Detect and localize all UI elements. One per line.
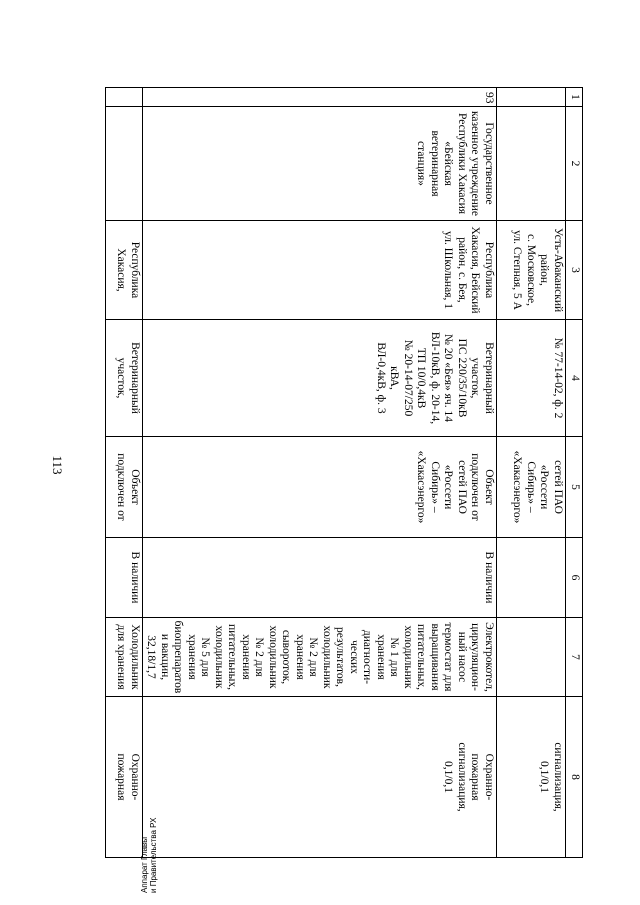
page-number: 113 <box>50 455 65 475</box>
address-cell: Республика Хакасия, Бейский район, с. Бея, ул. Школьная, 1 <box>143 221 497 320</box>
organization-cell: Государственное казенное учреждение Республики Хакасия «Бейская ветеринарная станция» <box>143 107 497 221</box>
availability-cell <box>497 538 566 618</box>
organization-cell <box>497 107 566 221</box>
object-cell: № 77-14-02, ф. 2 <box>497 320 566 437</box>
object-cell: Ветеринарный участок, ПС 220/35/10кВ № 20 «Бея» яч. 14 ВЛ-10кВ, ф. 20-14, ТП 10/0,4кВ № 20-14-07/250 кВА, ВЛ-0,4кВ, ф. 3 <box>143 320 497 437</box>
col-header: 1 <box>566 88 583 107</box>
object-cell: Ветеринарный участок, <box>106 320 143 437</box>
col-header: 4 <box>566 320 583 437</box>
organization-cell <box>106 107 143 221</box>
col-header: 7 <box>566 618 583 697</box>
availability-cell: В наличии <box>106 538 143 618</box>
col-header: 6 <box>566 538 583 618</box>
col-header: 2 <box>566 107 583 221</box>
footer-stamp <box>140 818 158 893</box>
footer-line: и Правительства РХ <box>149 817 158 893</box>
header-row <box>566 88 583 858</box>
row-number <box>106 88 143 107</box>
connection-cell: Объект подключен от сетей ПАО «Россети Сибирь» – «Хакасэнерго» <box>143 437 497 538</box>
col-header: 3 <box>566 221 583 320</box>
rotated-table-wrapper <box>117 87 583 857</box>
address-cell: Республика Хакасия, <box>106 221 143 320</box>
row-number <box>497 88 566 107</box>
table-row <box>497 88 566 858</box>
equipment-cell: Холодильник для хранения <box>106 618 143 697</box>
table-row <box>143 88 497 858</box>
availability-cell: В наличии <box>143 538 497 618</box>
table-row <box>106 88 143 858</box>
col-header: 5 <box>566 437 583 538</box>
footer-line: Аппарат Главы <box>140 836 149 893</box>
col-header: 8 <box>566 697 583 858</box>
equipment-cell <box>497 618 566 697</box>
equipment-cell: Электрокотел, циркуляцион- ный насос термостат для выращивания питательных, холодильник № 1 для хранения диагности- ческих результатов, холодильник № 2 для хранения сывороток, холодильник № 2 для хранения питательных, холодильник № 5 для хранения биопрепаратов и вакцин, 32,18/1,7 <box>143 618 497 697</box>
row-number: 93 <box>143 88 497 107</box>
connection-cell: Объект подключен от <box>106 437 143 538</box>
alarm-cell: Охранно- пожарная сигнализация, 0,1/0,1 <box>143 697 497 858</box>
equipment-table <box>105 87 583 858</box>
alarm-cell: Охранно- пожарная <box>106 697 143 858</box>
address-cell: Усть-Абаканский район, с. Московское, ул. Степная, 5 А <box>497 221 566 320</box>
alarm-cell: сигнализация, 0,1/0,1 <box>497 697 566 858</box>
connection-cell: сетей ПАО «Россети Сибирь» – «Хакасэнерго» <box>497 437 566 538</box>
